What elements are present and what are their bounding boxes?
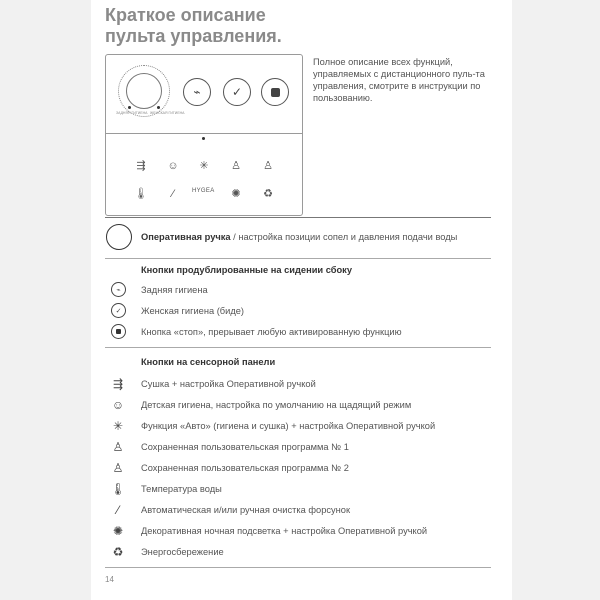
stop-icon <box>111 324 126 339</box>
remote-control-illustration <box>105 54 303 216</box>
operative-knob-icon <box>126 73 162 109</box>
divider-bottom <box>105 567 491 568</box>
touch-item-9: Энергосбережение <box>141 547 224 557</box>
knob-label: Оперативная ручка <box>141 232 231 242</box>
knob-detail: / настройка позиции сопел и давления подачи воды <box>230 232 458 242</box>
page-number: 14 <box>105 575 114 584</box>
feminine-hygiene-button-icon: ✓ <box>223 78 251 106</box>
dial-right-dot <box>157 106 160 109</box>
remote-top-section <box>106 55 302 134</box>
touch-item-1: Сушка + настройка Оперативной ручкой <box>141 379 316 389</box>
touch-panel-heading: Кнопки на сенсорной панели <box>141 357 276 367</box>
dryer-icon: ⇶ <box>136 160 146 172</box>
water-temperature-icon: 🌡 <box>134 188 148 200</box>
water-temperature-icon: 🌡 <box>110 482 126 496</box>
touch-item-6: Температура воды <box>141 484 222 494</box>
night-light-icon: ✺ <box>112 524 124 538</box>
user-1-icon: ♙ <box>231 160 241 172</box>
side-item-1: Задняя гигиена <box>141 285 208 295</box>
user-2-icon: ♙ <box>112 461 124 475</box>
page-title <box>105 5 282 47</box>
status-led <box>202 137 205 140</box>
operative-knob-legend-icon <box>106 224 132 250</box>
touch-item-4: Сохраненная пользовательская программа № 1 <box>141 442 349 452</box>
manual-page <box>91 0 512 600</box>
divider-2 <box>105 258 491 259</box>
touch-item-2: Детская гигиена, настройка по умолчанию на щадящий режим <box>141 400 412 410</box>
touch-item-8: Декоративная ночная подсветка + настройка Оперативной ручкой <box>141 526 428 536</box>
touch-item-7: Автоматическая и/или ручная очистка форсунок <box>141 505 351 515</box>
title-line-1: Краткое описание <box>105 5 266 25</box>
child-icon: ☺ <box>167 160 179 172</box>
energy-saving-icon: ♻ <box>112 545 124 559</box>
user-1-icon: ♙ <box>112 440 124 454</box>
divider-top <box>105 217 491 218</box>
touch-item-5: Сохраненная пользовательская программа № 2 <box>141 463 349 473</box>
auto-icon: ✳ <box>112 419 124 433</box>
rear-hygiene-button-icon: ⌁ <box>183 78 211 106</box>
side-item-2: Женская гигиена (биде) <box>141 306 245 316</box>
feminine-hygiene-icon: ✓ <box>111 303 126 318</box>
energy-saving-icon: ♻ <box>263 188 273 200</box>
stop-button-icon <box>261 78 289 106</box>
nozzle-cleaning-icon: ⁄ <box>116 503 119 517</box>
knob-description <box>141 232 457 242</box>
title-line-2: пульта управления. <box>105 26 282 46</box>
user-2-icon: ♙ <box>263 160 273 172</box>
child-icon: ☺ <box>111 398 125 412</box>
side-buttons-heading: Кнопки продублированные на сидении сбоку <box>141 265 352 275</box>
divider-3 <box>105 347 491 348</box>
dryer-icon: ⇶ <box>112 377 124 391</box>
dial-right-label: ЖЕНСКАЯ ГИГИЕНА <box>150 111 185 115</box>
dial-left-dot <box>128 106 131 109</box>
nozzle-cleaning-icon: ⁄ <box>172 188 174 200</box>
dial-left-label: ЗАДНЯЯ ГИГИЕНА <box>116 111 148 115</box>
hygea-label: HYGEA <box>192 188 215 194</box>
night-light-icon: ✺ <box>231 188 241 200</box>
rear-hygiene-icon: ⌁ <box>111 282 126 297</box>
auto-icon: ✳ <box>199 160 209 172</box>
side-item-3: Кнопка «стоп», прерывает любую активированную функцию <box>141 327 402 337</box>
description-text: Полное описание всех функций, управляемых с дистанционного пуль-та управления, смотрите в инструкции по пользованию. <box>313 57 485 103</box>
touch-item-3: Функция «Авто» (гигиена и сушка) + настройка Оперативной ручкой <box>141 421 436 431</box>
